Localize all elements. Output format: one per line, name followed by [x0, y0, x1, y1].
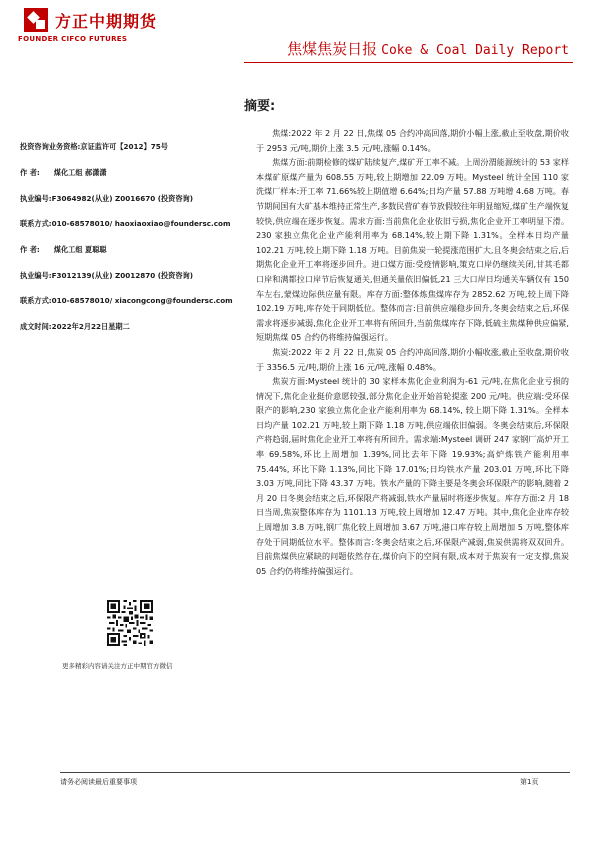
brand-logo: [10, 8, 170, 43]
author-2: [20, 245, 107, 255]
brand-name-en: FOUNDER CIFCO FUTURES: [18, 35, 128, 43]
cert-2: [20, 271, 193, 281]
coking-coal-price-paragraph: 焦煤:2022 年 2 月 22 日,焦煤 05 合约冲高回落,期价小幅上涨,截止至收盘,期价收于 2953 元/吨,期价上涨 3.5 元/吨,涨幅 0.14%。: [256, 128, 569, 153]
footer-disclaimer[interactable]: 请务必阅读最后重要事项: [60, 778, 137, 786]
qr-caption: 更多精彩内容请关注方正中期官方微信: [62, 662, 173, 670]
cert-value: F3012139(从业) Z0012870 (投资咨询): [51, 271, 194, 280]
author-label: 作 者:: [20, 245, 40, 254]
cert-value: F3064982(从业) Z0016670 (投资咨询): [51, 194, 194, 203]
author-label: 作 者:: [20, 168, 40, 177]
wechat-qr-code-icon: [107, 600, 153, 646]
coke-analysis-paragraph: 焦炭方面:Mysteel 统计的 30 家样本焦化企业利润为-61 元/吨,在焦化企业亏损的情况下,焦化企业挺价意愿较强,部分焦化企业开始首轮提涨 200 元/吨。供应端:受环保限产的影响,230 家独立焦化企业产能利用率为 68.14%, 较上期下降 1.31%。全样本日均产量 102.21 万吨,较上期下降 1.18 万吨,供应端依旧偏弱。冬奥会结束后,环保限产将趋弱,届时焦化企业开工率将有所回升。需求端:Mysteel 调研 247 家钢厂高炉开工率 69.58%,环比上周增加 1.39%,同比去年下降 19.93%;高炉炼铁产能利用率 75.44%, 环比下降 1.13%,同比下降 17.01%;日均铁水产量 203.01 万吨,环比下降 3.03 万吨,同比下降 43.37 万吨。铁水产量的下降主要是冬奥会环保限产的影响,随着 2 月 20 日冬奥会结束之后,环保限产将减弱,铁水产量届时将逐步恢复。库存方面:2 月 18 日当周,焦炭整体库存为 1101.13 万吨,较上周增加 12.47 万吨。其中,焦化企业库存较上周增加 3.8 万吨,钢厂焦化较上周增加 3.67 万吨,港口库存较上周增加 5 万吨,整体库存处于同期低位水平。整体而言:冬奥会结束之后,环保限产减弱,焦炭供需将双双回升。目前焦煤供应紧缺的问题依然存在,煤价向下的空间有限,成本对于焦炭有一定支撑,焦炭 05 合约仍将维持偏强运行。: [256, 376, 569, 576]
cert-label: 执业编号:: [20, 271, 52, 280]
footer-divider: [60, 772, 570, 773]
report-title: [287, 38, 569, 59]
contact-label: 联系方式:: [20, 219, 52, 228]
contact-2: [20, 296, 233, 306]
brand-name-cn: 方正中期期货: [55, 12, 158, 31]
publish-date: [20, 322, 130, 332]
date-label: 成文时间:: [20, 322, 52, 331]
contact-1: [20, 219, 230, 229]
abstract-body: [256, 126, 569, 578]
author-1: [20, 168, 107, 178]
date-value: 2022年2月22日星期二: [51, 322, 130, 331]
page-number: 第1页: [520, 778, 539, 786]
coking-coal-analysis-paragraph: 焦煤方面:前期检修的煤矿陆续复产,煤矿开工率不减。上周汾渭能源统计的 53 家样本煤矿原煤产量为 608.55 万吨,较上期增加 22.09 万吨。Mysteel 统计全国 110 家洗煤厂样本:开工率 71.66%较上期值增 6.64%;日均产量 57.88 万吨增 4.68 万吨。春节期间国有大矿基本维持正常生产,多数民营矿春节放假较往年明显缩短,煤矿生产端恢复较快,供应端在逐步恢复。需求方面:当前焦化企业依旧亏损,焦化企业开工率明显下滑。230 家独立焦化企业产能利用率为 68.14%,较上期下降 1.31%。全样本日均产量 102.21 万吨,较上期下降 1.18 万吨。目前焦炭一轮提涨范围扩大,且冬奥会结束之后,后期焦化企业开工率将逐步回升。进口煤方面:受疫情影响,策克口岸仍继续关闭,甘其毛都口岸和满都拉口岸节后恢复通关,但通关量依旧偏低,21 三大口岸日均通关车辆仅有 150 车左右,蒙煤边际供应量有限。库存方面:整体炼焦煤库存为 2852.62 万吨,较上周下降 102.19 万吨,库存处于同期低位。整体而言:目前供应端稳步回升,冬奥会结束之后,环保需求将逐步减弱,焦化企业开工率将有所回升,当前焦煤库存下降,低硫主焦煤种供应偏紧,短期焦煤 05 合约仍将维持偏强运行。: [256, 157, 569, 343]
contact-label: 联系方式:: [20, 296, 52, 305]
header-divider: [244, 62, 573, 63]
contact-value[interactable]: 010-68578010/ haoxiaoxiao@foundersc.com: [51, 219, 231, 228]
cert-1: [20, 194, 193, 204]
report-title-en: Coke & Coal Daily Report: [381, 43, 569, 58]
license-line: 投资咨询业务资格:京证监许可【2012】75号: [20, 142, 168, 151]
author-name: 煤化工组 夏聪聪: [53, 245, 107, 254]
brand-logo-icon: [24, 8, 48, 32]
contact-value[interactable]: 010-68578010/ xiacongcong@foundersc.com: [51, 296, 233, 305]
coke-price-paragraph: 焦炭:2022 年 2 月 22 日,焦炭 05 合约冲高回落,期价小幅收涨,截止至收盘,期价收于 3356.5 元/吨,期价上涨 16 元/吨,涨幅 0.48%。: [256, 346, 569, 372]
author-name: 煤化工组 郝潇潇: [53, 168, 107, 177]
cert-label: 执业编号:: [20, 194, 52, 203]
abstract-heading: 摘要:: [244, 99, 276, 114]
report-title-cn: 焦煤焦炭日报: [287, 40, 378, 58]
